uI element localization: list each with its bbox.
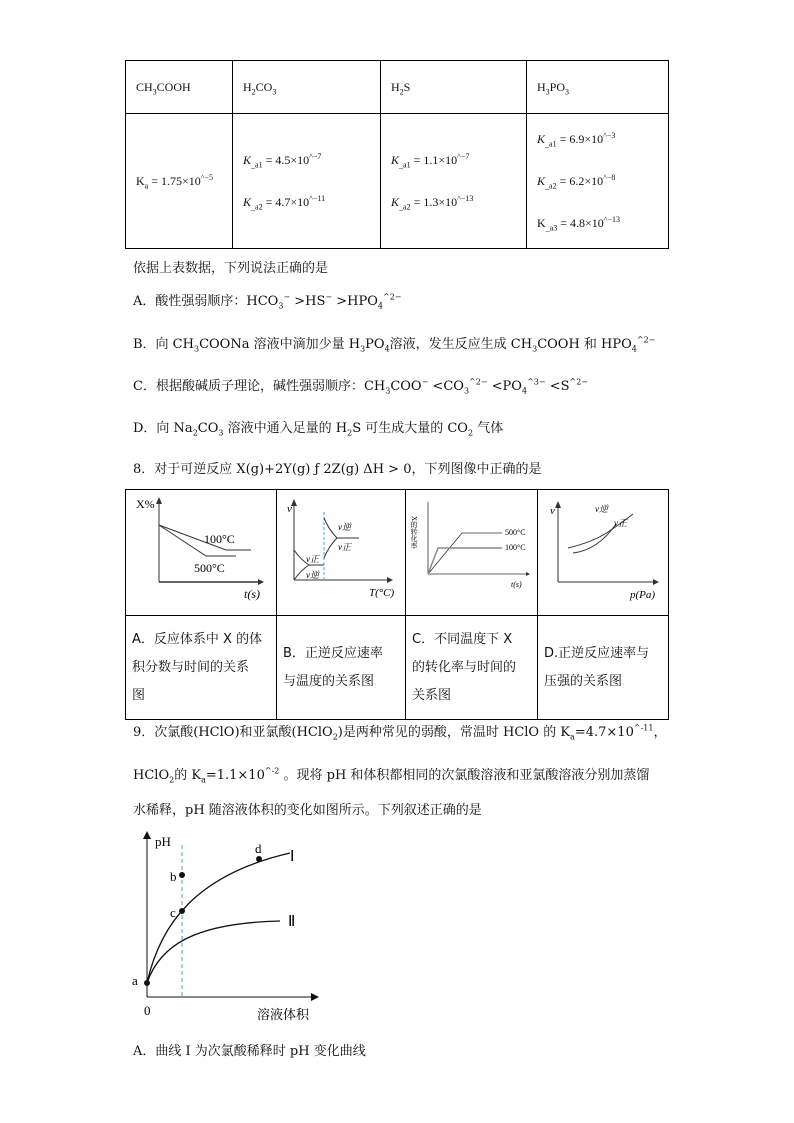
- point-a: a: [132, 973, 138, 988]
- text-segment: ^2−: [569, 377, 588, 387]
- value-cell: [381, 114, 527, 249]
- text-segment: =1.1×10: [205, 768, 265, 783]
- text-segment: 关系图: [412, 687, 452, 703]
- text-segment: 依据上表数据，下列说法正确的是: [133, 261, 329, 276]
- text-segment: COOH 和 HPO: [537, 337, 632, 352]
- q9-option-a: [133, 1040, 366, 1059]
- text-segment: 2: [467, 428, 474, 438]
- text-segment: 3: [565, 86, 570, 96]
- curve-label: v逆: [338, 522, 351, 532]
- q9-ph-graph: [125, 825, 325, 1025]
- text-segment: K: [136, 173, 145, 188]
- q9-line-3: [133, 799, 482, 818]
- header-cell: [233, 61, 381, 114]
- value-cell: [527, 114, 669, 249]
- y-axis-label: X的转化率: [410, 516, 418, 550]
- text-segment: ，: [653, 725, 667, 740]
- text-segment: PO: [365, 337, 385, 352]
- y-axis-label: v: [287, 503, 292, 515]
- option-cell-b: [277, 616, 406, 720]
- text-segment: <PO: [487, 379, 522, 394]
- text-segment: 2: [347, 428, 353, 438]
- text-segment: COONa 溶液中滴加少量 H: [199, 337, 361, 352]
- text-segment: 3: [385, 386, 391, 396]
- text-segment: ^-11: [633, 723, 654, 733]
- text-segment: H: [537, 79, 546, 94]
- text-segment: K: [537, 216, 546, 230]
- x-axis-label: T(°C): [369, 587, 395, 599]
- text-segment: ^−7: [309, 152, 322, 161]
- option-cell-d: [538, 616, 669, 720]
- text-segment: >HS: [290, 294, 326, 309]
- header-cell: [381, 61, 527, 114]
- text-segment: 2: [169, 775, 175, 785]
- text-segment: ^2−: [383, 292, 402, 302]
- origin-label: 0: [144, 1003, 151, 1018]
- text-segment: S: [403, 79, 411, 94]
- text-segment: 4: [631, 344, 637, 354]
- text-segment: ^2−: [636, 335, 656, 345]
- curve-label: v逆: [595, 504, 608, 514]
- text-segment: 3: [193, 344, 200, 354]
- text-segment: 3: [218, 428, 224, 438]
- text-segment: ^2−: [469, 377, 488, 387]
- value-cell: [233, 114, 381, 249]
- text-segment: a: [144, 180, 149, 190]
- text-segment: = 1.75×10: [148, 173, 201, 188]
- text-segment: D.正逆反应速率与: [544, 645, 650, 661]
- text-segment: _a1: [545, 139, 557, 149]
- graph-c-cell: [406, 490, 538, 616]
- curve-label: 500°C: [194, 561, 225, 575]
- q8-stem: [133, 458, 541, 477]
- text-segment: 3: [532, 344, 538, 354]
- q7-option-b: [133, 333, 655, 352]
- text-segment: COOH: [156, 79, 191, 94]
- text-segment: K: [537, 132, 546, 146]
- graph-b: [277, 490, 405, 604]
- text-segment: ^−13: [457, 194, 474, 203]
- text-segment: = 1.1×10: [410, 153, 458, 167]
- text-segment: −: [325, 292, 333, 302]
- text-segment: ^−8: [603, 173, 616, 182]
- text-segment: 8．对于可逆反应 X(g)+2Y(g) ƒ 2Z(g) ΔH > 0，下列图像中正确的是: [133, 462, 542, 477]
- text-segment: = 6.9×10: [556, 132, 604, 146]
- x-axis-label: p(Pa): [630, 589, 656, 601]
- value-cell: [126, 114, 233, 249]
- q7-option-c: [133, 375, 588, 394]
- text-segment: B．向 CH: [133, 337, 194, 352]
- text-segment: 2: [399, 86, 404, 96]
- graph-b-cell: [277, 490, 406, 616]
- text-segment: 图: [132, 687, 146, 703]
- text-segment: <CO: [428, 379, 464, 394]
- text-segment: _a3: [545, 223, 558, 233]
- text-segment: =4.7×10: [574, 725, 634, 740]
- text-segment: S 可生成大量的 CO: [352, 421, 468, 436]
- graph-d-cell: [538, 490, 669, 616]
- text-segment: _a2: [399, 202, 411, 212]
- text-segment: CO: [197, 421, 219, 436]
- text-segment: D．向 Na: [133, 421, 193, 436]
- text-segment: = 4.8×10: [557, 216, 604, 230]
- header-cell: [126, 61, 233, 114]
- curve-label: v正: [306, 554, 319, 564]
- text-segment: _a1: [251, 160, 263, 170]
- text-segment: 溶液，发生反应生成 CH: [389, 337, 533, 352]
- text-segment: 气体: [473, 421, 504, 436]
- y-axis-label: v: [550, 505, 555, 517]
- text-segment: 3: [272, 86, 277, 96]
- text-segment: 与温度的关系图: [283, 673, 375, 689]
- text-segment: A．酸性强弱顺序：HCO: [133, 294, 279, 309]
- text-segment: )是两种常见的弱酸，常温时 HClO 的 K: [337, 725, 571, 740]
- text-segment: 压强的关系图: [544, 673, 623, 689]
- text-segment: ^3−: [527, 377, 546, 387]
- text-segment: _a2: [545, 181, 557, 191]
- text-segment: ^−5: [200, 172, 214, 182]
- text-segment: ^−13: [603, 215, 621, 224]
- text-segment: K: [537, 174, 546, 188]
- text-segment: 水稀释，pH 随溶液体积的变化如图所示。下列叙述正确的是: [133, 803, 482, 818]
- text-segment: 4: [384, 344, 390, 354]
- text-segment: 3: [545, 86, 550, 96]
- text-segment: 3: [152, 86, 157, 96]
- text-segment: ^-2: [264, 766, 280, 776]
- text-segment: 的转化率与时间的: [412, 659, 517, 675]
- text-segment: C．根据酸碱质子理论，碱性强弱顺序：CH: [133, 379, 386, 394]
- option-cell-c: [406, 616, 538, 720]
- graph-a-cell: [126, 490, 277, 616]
- text-segment: = 1.3×10: [410, 195, 458, 209]
- curve-2-label: Ⅱ: [288, 914, 296, 930]
- text-segment: 溶液中通入足量的 H: [223, 421, 348, 436]
- text-segment: H: [391, 79, 400, 94]
- text-segment: >HPO: [332, 294, 378, 309]
- text-segment: 2: [192, 428, 198, 438]
- text-segment: A．曲线 I 为次氯酸稀释时 pH 变化曲线: [133, 1044, 366, 1059]
- text-segment: K: [391, 153, 400, 167]
- text-segment: −: [283, 292, 291, 302]
- point-b: b: [170, 869, 177, 884]
- x-axis-label: t(s): [511, 580, 522, 589]
- point-d: d: [255, 841, 262, 856]
- point-c: c: [170, 905, 176, 920]
- curve-label: 100°C: [505, 543, 526, 552]
- q9-line-2: [133, 764, 649, 783]
- y-axis-label: pH: [155, 834, 171, 849]
- text-segment: CO: [255, 79, 273, 94]
- curve-label: 500°C: [505, 528, 526, 537]
- text-segment: K: [391, 195, 400, 209]
- text-segment: CH: [136, 79, 153, 94]
- text-segment: 4: [377, 301, 383, 311]
- text-segment: H: [243, 79, 252, 94]
- text-segment: ^−7: [457, 152, 470, 161]
- text-segment: 积分数与时间的关系: [132, 659, 250, 675]
- text-segment: B．正逆反应速率: [283, 645, 383, 661]
- text-segment: 的 K: [174, 768, 202, 783]
- option-cell-a: [126, 616, 277, 720]
- graph-c: [406, 490, 537, 604]
- graph-d: [538, 490, 668, 604]
- q7-option-a: [133, 290, 402, 309]
- text-segment: K: [243, 153, 252, 167]
- curve-label: v正: [338, 542, 351, 552]
- curve-label: v逆: [306, 570, 319, 580]
- q8-graph-table: [125, 489, 669, 720]
- text-segment: A．反应体系中 X 的体: [132, 631, 263, 647]
- text-segment: 2: [332, 732, 338, 742]
- text-segment: 4: [521, 386, 528, 396]
- curve-label: 100°C: [204, 532, 235, 546]
- x-axis-label: t(s): [244, 587, 260, 601]
- text-segment: ^−3: [603, 131, 616, 140]
- q9-line-1: [133, 721, 666, 740]
- q7-stem: [133, 257, 328, 276]
- ka-table: [125, 60, 669, 249]
- y-axis-label: X%: [136, 497, 155, 511]
- text-segment: C．不同温度下 X: [412, 631, 513, 647]
- text-segment: PO: [549, 79, 566, 94]
- curve-label: v正: [614, 518, 627, 528]
- text-segment: = 6.2×10: [556, 174, 604, 188]
- text-segment: 2: [251, 86, 256, 96]
- text-segment: 。现将 pH 和体积都相同的次氯酸溶液和亚氯酸溶液分别加蒸馏: [279, 768, 650, 783]
- graph-a: [126, 490, 276, 604]
- q7-option-d: [133, 417, 503, 436]
- text-segment: COO: [390, 379, 422, 394]
- text-segment: a: [570, 732, 575, 742]
- text-segment: a: [201, 775, 206, 785]
- header-cell: [527, 61, 669, 114]
- text-segment: ^−11: [309, 194, 326, 203]
- text-segment: _a2: [251, 202, 263, 212]
- text-segment: _a1: [399, 160, 411, 170]
- text-segment: = 4.5×10: [262, 153, 310, 167]
- text-segment: K: [243, 195, 252, 209]
- text-segment: 9．次氯酸(HClO)和亚氯酸(HClO: [133, 725, 333, 740]
- text-segment: 3: [278, 301, 284, 311]
- curve-1-label: Ⅰ: [290, 849, 295, 865]
- text-segment: 3: [463, 386, 470, 396]
- x-axis-label: 溶液体积: [257, 1007, 310, 1022]
- text-segment: = 4.7×10: [262, 195, 310, 209]
- text-segment: 3: [360, 344, 366, 354]
- text-segment: HClO: [133, 768, 170, 783]
- text-segment: −: [421, 377, 429, 387]
- text-segment: <S: [545, 379, 570, 394]
